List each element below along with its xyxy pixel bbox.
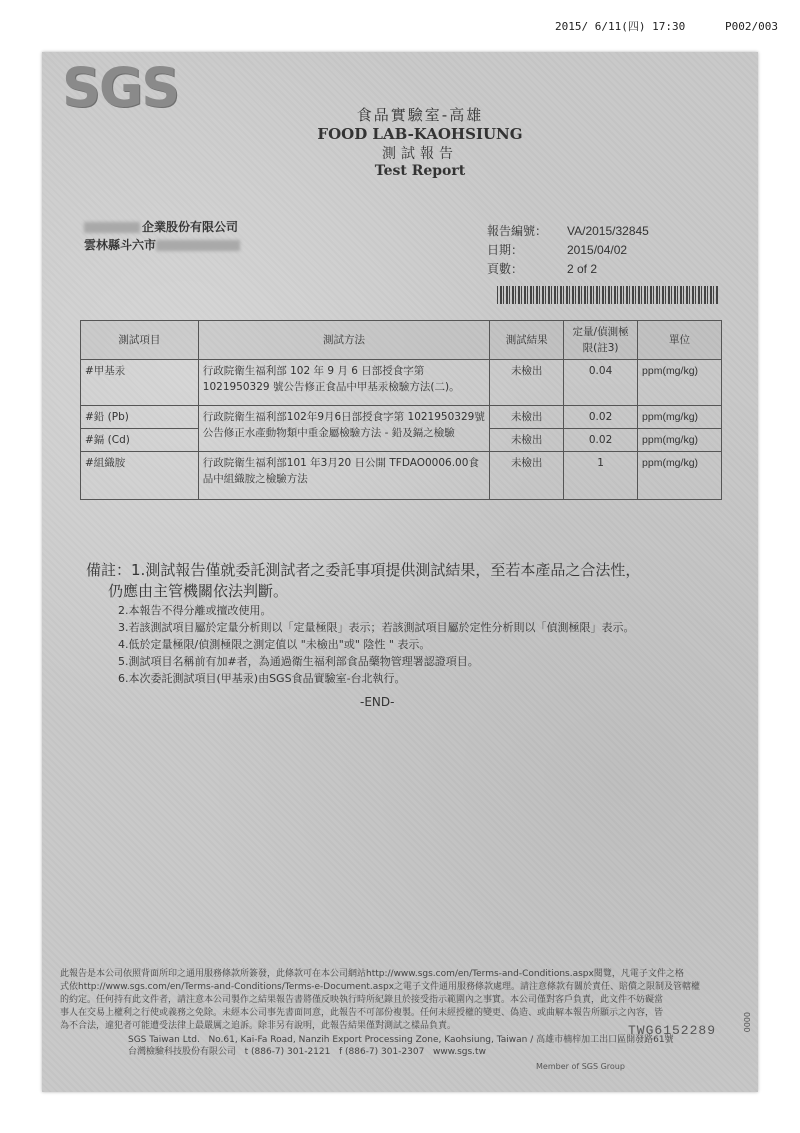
results-table [80, 320, 722, 500]
cell-method: 行政院衛生福利部101 年3月20 日公開 TFDAO0006.00食品中組織胺之檢驗方法 [198, 452, 489, 500]
terms-line: 事人在交易上權利之行使或義務之免除。未經本公司事先書面同意，此報告不可部份複製。任何未經授權的變更、偽造、或曲解本報告所顯示之內容，皆 [60, 1008, 664, 1018]
cell-result: 未檢出 [490, 406, 564, 429]
end-marker: -END- [360, 695, 395, 709]
terms-line: 式依http://www.sgs.com/en/Terms-and-Conditions/Terms-e-Document.aspx之電子文件通用服務條款處理。請注意條款有關於責任、賠償之限制及管轄權 [60, 982, 701, 992]
report-date: 2015/04/02 [567, 243, 628, 257]
barcode [497, 286, 719, 304]
terms-line: 為不合法，違犯者可能遭受法律上最嚴厲之追訴。除非另有說明，此報告結果僅對測試之樣品負責。 [60, 1021, 457, 1031]
cell-result: 未檢出 [490, 452, 564, 500]
client-company: 企業股份有限公司 [142, 220, 239, 234]
cell-item: #甲基汞 [81, 360, 199, 406]
header-limit: 定量/偵測極限(註3) [564, 321, 638, 360]
fax-datetime: 2015/ 6/11(四) 17:30 [555, 20, 686, 33]
note-5: 5.測試項目名稱前有加#者，為通過衛生福利部食品藥物管理署認證項目。 [118, 655, 479, 668]
client-address: 雲林縣斗六市 [84, 238, 157, 252]
cell-limit: 1 [564, 452, 638, 500]
company-address: SGS Taiwan Ltd. No.61, Kai-Fa Road, Nanzih Export Processing Zone, Kaohsiung, Taiwan / 高雄市楠梓加工出口區開發路61號 台灣檢驗科技股份有限公司 t (886-7) 301-2121 f (886-7) 301-2307 www.sgs.tw [128, 1035, 674, 1057]
address-zh: 高雄市楠梓加工出口區開發路61號 [536, 1035, 674, 1045]
sgs-logo: SGS [62, 56, 179, 119]
terms-line: 此報告是本公司依照背面所印之通用服務條款所簽發，此條款可在本公司網站http://www.sgs.com/en/Terms-and-Conditions.aspx閱覽，凡電子文件之格 [60, 969, 684, 979]
report-no: VA/2015/32845 [567, 224, 649, 238]
title-en-report: Test Report [374, 163, 466, 179]
notes [86, 560, 696, 687]
cell-unit: ppm(mg/kg) [638, 452, 722, 500]
address-en: No.61, Kai-Fa Road, Nanzih Export Processing Zone, Kaohsiung, Taiwan [208, 1035, 528, 1045]
title-zh-lab: 食品實驗室-高雄 [356, 106, 484, 124]
cell-method: 行政院衛生福利部102年9月6日部授食字第 1021950329號公告修正水產動物類中重金屬檢驗方法 - 鉛及鎘之檢驗 [198, 406, 489, 452]
cell-limit: 0.04 [564, 360, 638, 406]
fax-page: P002/003 [724, 20, 778, 33]
cell-unit: ppm(mg/kg) [638, 429, 722, 452]
cell-item: #鉛 (Pb) [81, 406, 199, 429]
report-meta [487, 222, 649, 279]
date-label: 日期： [487, 243, 524, 257]
cell-item: #組織胺 [81, 452, 199, 500]
table-row [81, 406, 722, 429]
cell-limit: 0.02 [564, 406, 638, 429]
note-3: 3.若該測試項目屬於定量分析則以「定量極限」表示；若該測試項目屬於定性分析則以「偵測極限」表示。 [118, 621, 635, 634]
client-info [84, 218, 242, 254]
note-2: 2.本報告不得分離或擅改使用。 [118, 604, 272, 617]
redacted-name [84, 222, 140, 233]
fax-header [555, 18, 785, 34]
table-header-row [81, 321, 722, 360]
table-row [81, 360, 722, 406]
cell-method: 行政院衛生福利部 102 年 9 月 6 日部授食字第 1021950329 號公告修正食品中甲基汞檢驗方法(二)。 [198, 360, 489, 406]
title-en-lab: FOOD LAB-KAOHSIUNG [317, 125, 523, 143]
header-result: 測試結果 [490, 321, 564, 360]
page-label: 頁數： [487, 262, 524, 276]
side-code: 0000 [742, 1012, 751, 1033]
note-6: 6.本次委託測試項目(甲基汞)由SGS食品實驗室-台北執行。 [118, 672, 406, 685]
header-method: 測試方法 [198, 321, 489, 360]
header-unit: 單位 [638, 321, 722, 360]
note-4: 4.低於定量極限/偵測極限之測定值以 "未檢出"或" 陰性 " 表示。 [118, 638, 431, 651]
report-no-label: 報告編號： [487, 224, 548, 238]
cell-unit: ppm(mg/kg) [638, 406, 722, 429]
cell-item: #鎘 (Cd) [81, 429, 199, 452]
serial-number: TWG6152289 [628, 1023, 717, 1038]
company-en: SGS Taiwan Ltd. [128, 1035, 200, 1045]
company-zh: 台灣檢驗科技股份有限公司 [128, 1047, 237, 1057]
cell-result: 未檢出 [490, 360, 564, 406]
title-zh-report: 測試報告 [382, 146, 458, 162]
member-of-sgs: Member of SGS Group [536, 1062, 625, 1071]
table-row [81, 452, 722, 500]
note-1: 備註：1.測試報告僅就委託測試者之委託事項提供測試結果，至若本產品之合法性， 仍應由主管機關依法判斷。 [86, 561, 641, 600]
cell-limit: 0.02 [564, 429, 638, 452]
fax: f (886-7) 301-2307 [338, 1047, 425, 1057]
redacted-address [156, 240, 240, 251]
cell-result: 未檢出 [490, 429, 564, 452]
website: www.sgs.tw [432, 1047, 486, 1057]
cell-unit: ppm(mg/kg) [638, 360, 722, 406]
header-item: 測試項目 [81, 321, 199, 360]
phone: t (886-7) 301-2121 [244, 1047, 331, 1057]
terms-line: 的約定。任何持有此文件者，請注意本公司製作之結果報告書將僅反映執行時所紀錄且於接受指示範圍內之事實。本公司僅對客戶負責，此文件不妨礙當 [60, 995, 664, 1005]
notes-label: 備註： [86, 561, 132, 579]
report-title [290, 104, 550, 179]
report-page: 2 of 2 [567, 262, 598, 276]
